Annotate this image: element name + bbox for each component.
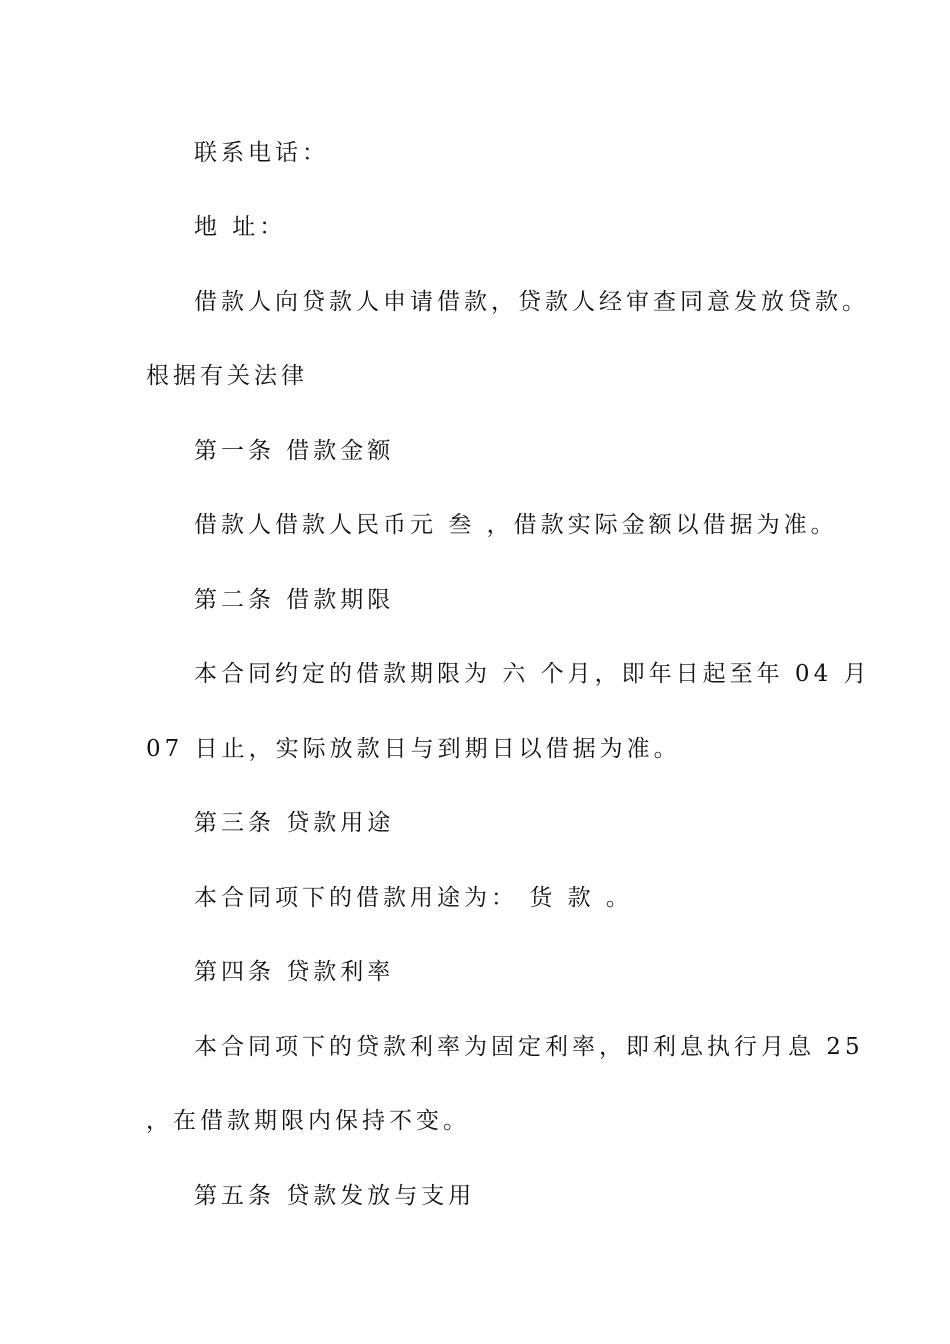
contact-phone-line: 联系电话： (194, 140, 329, 166)
article-4-body-line-1: 本合同项下的贷款利率为固定利率，即利息执行月息 25 (194, 1034, 864, 1060)
article-3-body: 本合同项下的借款用途为： 货 款 。 (194, 885, 633, 911)
intro-paragraph-line-2: 根据有关法律 (146, 363, 308, 389)
article-4-heading: 第四条 贷款利率 (194, 959, 395, 985)
article-4-body-line-2: ，在借款期限内保持不变。 (146, 1108, 470, 1134)
article-2-body-line-1: 本合同约定的借款期限为 六 个月，即年日起至年 04 月 (194, 661, 871, 687)
article-1-heading: 第一条 借款金额 (194, 438, 395, 464)
article-3-heading: 第三条 贷款用途 (194, 810, 395, 836)
address-line: 地 址： (194, 214, 287, 240)
article-1-body: 借款人借款人民币元 叁 ，借款实际金额以借据为准。 (194, 512, 838, 538)
intro-paragraph-line-1: 借款人向贷款人申请借款，贷款人经审查同意发放贷款。 (194, 289, 869, 315)
article-2-heading: 第二条 借款期限 (194, 587, 395, 613)
article-2-body-line-2: 07 日止，实际放款日与到期日以借据为准。 (146, 736, 681, 762)
article-5-heading: 第五条 贷款发放与支用 (194, 1183, 476, 1209)
